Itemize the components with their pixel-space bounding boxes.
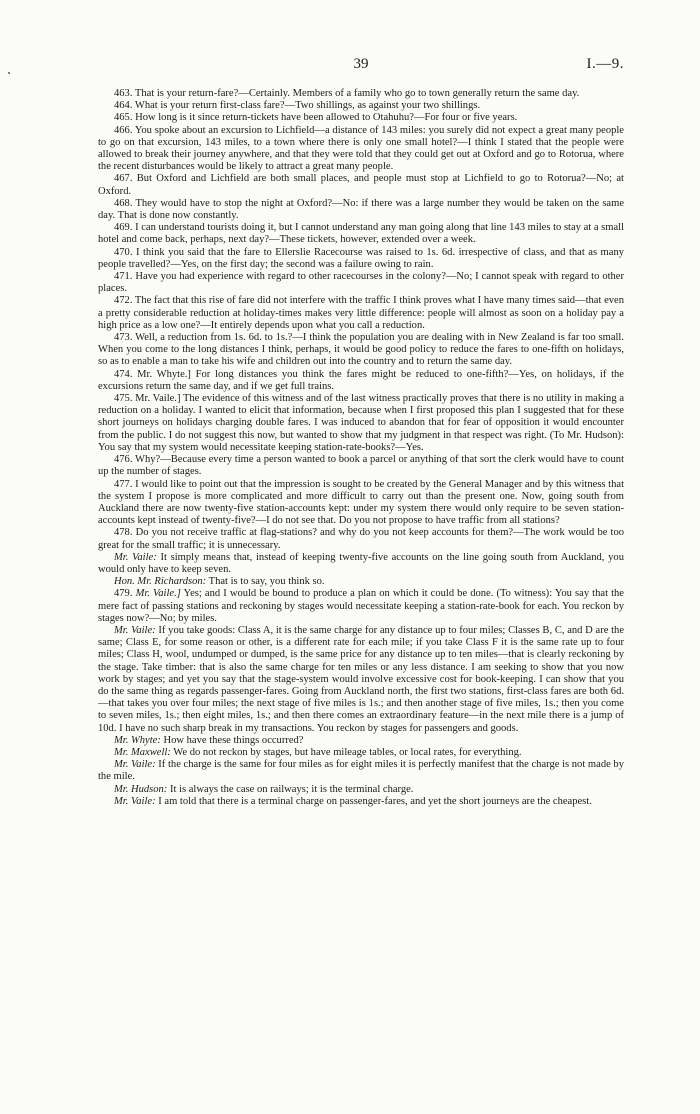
paragraph-476: 476. Why?—Because every time a person wanted to book a parcel or anything of that sort the clerk would have to count up the number of stages. bbox=[98, 454, 624, 478]
paragraph-468: 468. They would have to stop the night at Oxford?—No: if there was a large number they would be taken on the same day. That is done now constantly. bbox=[98, 197, 624, 222]
exchange-paragraph bbox=[98, 625, 624, 735]
paragraph-477: 477. I would like to point out that the impression is sought to be created by the General Manager and by this witness that the system I propose is more complicated and more difficult to carry out than the present one. Now, going south from Auckland there are now twenty-five station-accounts kept: under my system there would only require to be seven station-accounts kept instead of twenty-five?—I do not see that. Do you not propose to have traffic from all stations? bbox=[98, 478, 624, 527]
speaker-name: Mr. Vaile: bbox=[114, 551, 157, 563]
speaker-name: Mr. Maxwell: bbox=[114, 746, 171, 758]
exchange-paragraph bbox=[98, 735, 624, 747]
speaker-name: Mr. Vaile: bbox=[114, 795, 156, 807]
exchange-paragraph bbox=[98, 759, 624, 783]
paragraph-463: 463. That is your return-fare?—Certainly. Members of a family who go to town generally return the same day. bbox=[114, 88, 580, 99]
paragraph-479 bbox=[98, 588, 624, 625]
question-number: 479. bbox=[114, 588, 133, 600]
speech-text: How have these things occurred? bbox=[163, 734, 304, 746]
speech-text: Yes; and I would be bound to produce a plan on which it could be done. (To witness): You say that the mere fact of passing stations and reckoning by stages would necessitate keeping a station-rate-book for each. You reckon by stages now?—No; by miles. bbox=[98, 588, 624, 624]
speaker-name: Mr. Hudson: bbox=[114, 783, 168, 795]
paragraph-467: 467. But Oxford and Lichfield are both small places, and people must stop at Lichfield to go to Rotorua?—No; at Oxford. bbox=[98, 173, 624, 197]
speaker-name: Mr. Vaile: bbox=[114, 624, 156, 636]
paragraph-473: 473. Well, a reduction from 1s. 6d. to 1s.?—I think the population you are dealing with in New Zealand is far too small. When you come to the long distances I think, perhaps, it would be good policy to reduce the fares to one-fifth on holidays, so as to enable a man to take his wife and children out into the country and to return the same day. bbox=[98, 332, 624, 368]
paragraph-469: 469. I can understand tourists doing it, but I cannot understand any man going along that line 143 miles to stay at a small hotel and come back, perhaps, next day?—These tickets, however, extended over a week. bbox=[98, 222, 624, 246]
paragraph-475: 475. Mr. Vaile.] The evidence of this witness and of the last witness practically proves that there is no utility in making a reduction on a holiday. I wanted to elicit that information, because when I first proposed this plan I suggested that for these short journeys on holidays charging double fares. I was induced to abandon that for fear of opposition it would encounter from the public. I do not suggest this now, but wanted to show that my judgment in that respect was right. (To Mr. Hudson): You say that my system would necessitate keeping station-rate-books?—Yes. bbox=[98, 393, 624, 453]
speech-text: It is always the case on railways; it is the terminal charge. bbox=[169, 783, 414, 795]
paragraph-465: 465. How long is it since return-tickets have been allowed to Otahuhu?—For four or five years. bbox=[114, 112, 518, 124]
speech-text: That is to say, you think so. bbox=[208, 576, 325, 588]
speech-text: We do not reckon by stages, but have mileage tables, or local rates, for everything. bbox=[173, 746, 522, 758]
exchange-paragraph bbox=[98, 747, 624, 759]
speech-text: It simply means that, instead of keeping twenty-five accounts on the line going south from Auckland, you would only have to keep seven. bbox=[98, 551, 624, 575]
paragraph-474: 474. Mr. Whyte.] For long distances you think the fares might be reduced to one-fifth?—Yes, on holidays, if the excursions return the same day, and if we get full trains. bbox=[98, 368, 624, 392]
paragraph-478: 478. Do you not receive traffic at flag-stations? and why do you not keep accounts for them?—The work would be too great for the small traffic; it is unnecessary. bbox=[98, 527, 624, 551]
paragraph-464: 464. What is your return first-class fare?—Two shillings, as against your two shillings. bbox=[114, 100, 481, 112]
page-header bbox=[98, 56, 624, 76]
speech-text: If you take goods: Class A, it is the same charge for any distance up to four miles; Classes B, C, and D are the same; Class E, for some reason or other, is a different rate for each mile; if you take Class F it is the same rate up to four miles; Class H, wool, undumped or dumped, is the same price for any distance up to ten miles—that is clearly reckoning by the stage. Take timber: that is also the same charge for ten miles or any less distance. I am seeking to show that you now work by stages; and yet you say that the stage-system would involve excessive cost for book-keeping. I can show that you do the same thing as regards passenger-fares. Going from Auckland north, the first two stations, first-class fares are both 6d.—that takes you over four miles; the next stage of five miles is 1s.; and then another stage of five miles, 1s.; then you come to seven miles, 1s.; then eight miles, 1s.; and then there comes an extraordinary feature—in the next mile there is a jump of 10d. I have no such sharp break in my transactions. You reckon by stages for passengers and goods. bbox=[98, 624, 624, 734]
paragraph-470: 470. I think you said that the fare to Ellerslie Racecourse was raised to 1s. 6d. irrespective of class, and that as many people travelled?—Yes, on the first day; the second was a failure owing to rain. bbox=[98, 246, 624, 270]
speaker-name: Hon. Mr. Richardson: bbox=[114, 576, 207, 588]
exchange-paragraph bbox=[98, 576, 624, 588]
speech-text: I am told that there is a terminal charge on passenger-fares, and yet the short journeys are the cheapest. bbox=[158, 795, 592, 807]
page-number: 39 bbox=[353, 56, 369, 72]
margin-mark bbox=[8, 72, 10, 74]
speaker-name: Mr. Vaile.] bbox=[135, 588, 181, 600]
speech-text: If the charge is the same for four miles as for eight miles it is perfectly manifest that the charge is not made by the mile. bbox=[98, 759, 624, 783]
exchange-paragraph bbox=[98, 784, 624, 796]
exchange-paragraph bbox=[98, 796, 624, 808]
paragraph-472: 472. The fact that this rise of fare did not interfere with the traffic I think proves what I have many times said—that even a pretty considerable reduction at holiday-times makes very little difference: people will almost as soon on a holiday pay a high price as a low one?—It entirely depends upon what you call a reduction. bbox=[98, 295, 624, 331]
speaker-name: Mr. Whyte: bbox=[114, 734, 161, 746]
paragraph-466: 466. You spoke about an excursion to Lichfield—a distance of 143 miles: you surely did not expect a great many people to go on that excursion, 143 miles, to a town where there is only one small hotel?—I think I stated that the people were allowed to break their journey anywhere, and that they were told that they could get out at Oxford and go to Rotorua, where the recent disturbances would be likely to attract a great many people. bbox=[98, 124, 624, 173]
paragraph-471: 471. Have you had experience with regard to other racecourses in the colony?—No; I cannot speak with regard to other places. bbox=[98, 271, 624, 295]
minutes-of-evidence bbox=[98, 88, 624, 808]
speaker-name: Mr. Vaile: bbox=[114, 759, 156, 771]
document-reference: I.—9. bbox=[586, 56, 624, 72]
exchange-paragraph bbox=[98, 552, 624, 576]
